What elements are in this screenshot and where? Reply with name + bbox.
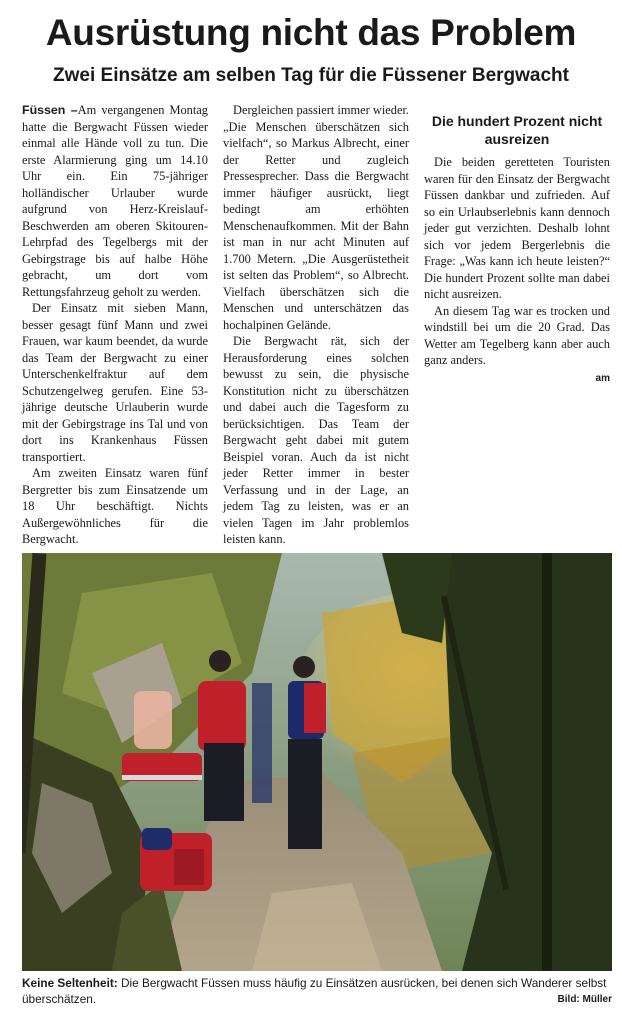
author-initials: am (595, 372, 610, 384)
headline: Ausrüstung nicht das Problem (45, 12, 577, 53)
article-column-2 (223, 102, 409, 548)
blurred-patient (134, 691, 172, 749)
rescuer-3 (252, 683, 272, 803)
rescuer-2 (288, 739, 322, 849)
photo-credit: Bild: Müller (557, 994, 612, 1005)
article-paragraph: Die Bergwacht rät, sich der Herausforderung eines solchen bewusst zu sein, die physische Konstitution nicht zu überschätzen und dabei auch die Tagesform zu berücksichtigen. Das Team der Bergwacht geht dabei mit gutem Beispiel voran. Auch da ist nicht jeder Retter immer in bester Verfassung und in der Lage, an jedem Tag zu leisten, was er an vielen Tagen im Jahr problemlos leisten kann. (223, 334, 409, 546)
tree-trunk (542, 553, 552, 971)
article-column-1 (22, 102, 208, 548)
photo-caption (22, 975, 612, 1007)
interheadline: Die hundert Prozent nicht ausreizen (431, 113, 603, 147)
article-paragraph: Die beiden geretteten Touristen waren für den Einsatz der Bergwacht Füssen dankbar und zufrieden. Auf so ein Urlaubserlebnis kann dennoch jeder gut verzichten. Deshalb lohnt sich vor jedem Bergerlebnis die Frage: „Was kann ich heute leisten?“ Die hundert Prozent sollte man dabei nicht ausreizen. (424, 155, 610, 301)
article-paragraph: Der Einsatz mit sieben Mann, besser gesagt fünf Mann und zwei Frauen, war kaum beendet, da wurde das Team der Bergwacht zu einer Unterschenkelfraktur auf dem Schutzengelweg gerufen. Eine 53-jährige deutsche Urlauberin wurde mit der Gebirgstrage ins Tal und von dort ins Krankenhaus Füssen transportiert. (22, 301, 208, 464)
subheadline: Zwei Einsätze am selben Tag für die Füssener Bergwacht (53, 65, 569, 86)
caption-text: Die Bergwacht Füssen muss häufig zu Einsätzen ausrücken, bei denen sich Wanderer selbst überschätzen. (22, 976, 607, 1006)
caption-lead: Keine Seltenheit: (22, 976, 118, 990)
article-paragraph: An diesem Tag war es trocken und windstill bei um die 20 Grad. Das Wetter am Tegelberg kann aber auch ganz anders. (424, 303, 610, 367)
article-paragraph: Füssen –Am vergangenen Montag hatte die Bergwacht Füssen wieder einmal alle Hände voll zu tun. Die erste Alarmierung ging um 14.10 Uhr ein. Ein 75-jähriger holländischer Urlauber wurde aufgrund von Herz-Kreislauf-Beschwerden am oberen Skitouren-Lehrpfad des Tegelbergs mit der Gebirgstrage bis auf halbe Höhe gebracht, um dort vom Rettungsfahrzeug geholt zu werden. (22, 103, 208, 299)
article-paragraph: Am zweiten Einsatz waren fünf Bergretter bis zum Einsatzende um 18 Uhr beschäftigt. Nichts Außergewöhnliches für die Bergwacht. (22, 466, 208, 546)
rescuer-1 (204, 743, 244, 821)
article-column-3 (424, 102, 610, 387)
red-backpack (198, 681, 246, 751)
rescue-photo (22, 553, 612, 971)
dateline: Füssen – (22, 103, 78, 117)
article-paragraph: Dergleichen passiert immer wieder. „Die Menschen überschätzen sich vielfach“, so Markus Albrecht, einer der Retter und zugleich Pressesprecher. Dass die Bergwacht immer häufiger ausrückt, liegt bedingt am erhöhten Menschenaufkommen. Mit der Bahn ist man in nur acht Minuten auf 1.700 Metern. „Die Ausgerüstetheit ist selten das Problem“, so Albrecht. Vielfach überschätzen sich die Menschen und unterschätzen das hochalpinen Gelände. (223, 103, 409, 332)
